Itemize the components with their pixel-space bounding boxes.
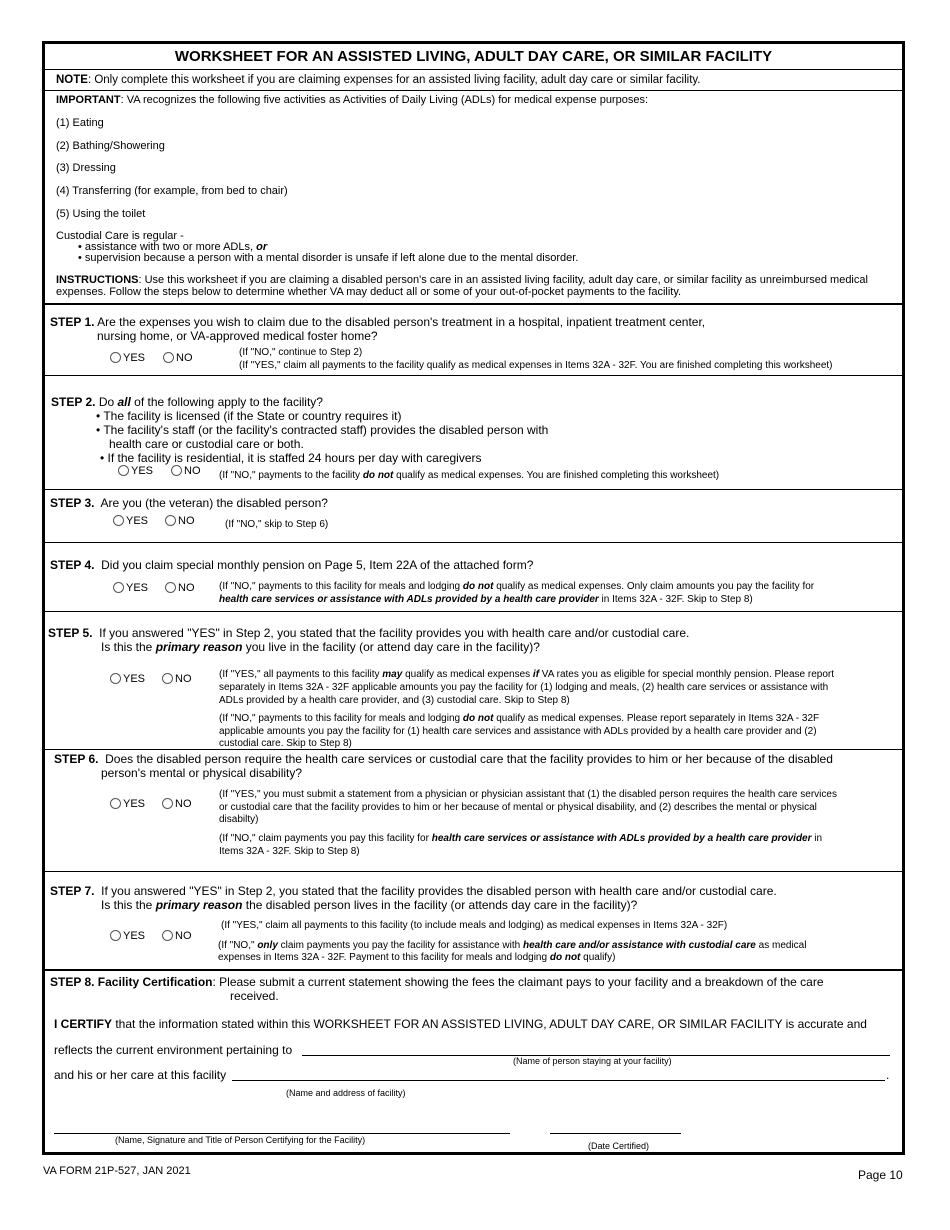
step3-question: STEP 3. Are you (the veteran) the disabled person? xyxy=(50,496,328,510)
adl-item: (2) Bathing/Showering xyxy=(56,140,165,152)
step2-question: STEP 2. Do all of the following apply to the facility? xyxy=(51,395,323,409)
facility-name-field[interactable] xyxy=(232,1080,885,1081)
divider xyxy=(45,90,902,91)
step2-bullet: • The facility's staff (or the facility's contracted staff) provides the disabled person with xyxy=(96,423,549,437)
step5-yes-note-cont: ADLs provided by a health care provider, and (3) custodial care. Skip to Step 8) xyxy=(219,695,570,706)
radio-circle-icon xyxy=(110,930,121,941)
step5-yes-note: (If "YES," all payments to this facility may qualify as medical expenses if VA rates you as eligible for special monthly pension. Please report xyxy=(219,669,835,680)
step5-yes-radio[interactable]: YES xyxy=(110,673,145,685)
step6-question-cont: person's mental or physical disability? xyxy=(101,766,303,780)
step1-question: STEP 1. Are the expenses you wish to claim due to the disabled person's treatment in a hospital, inpatient treatment center, xyxy=(50,315,706,329)
adl-item: (5) Using the toilet xyxy=(56,208,146,220)
date-field[interactable] xyxy=(550,1133,681,1134)
divider xyxy=(45,542,902,543)
radio-circle-icon xyxy=(165,515,176,526)
divider xyxy=(45,611,902,612)
divider xyxy=(45,375,902,376)
radio-circle-icon xyxy=(110,673,121,684)
step6-question: STEP 6. Does the disabled person require the health care services or custodial care that the facility provides to him or her because of the disabled xyxy=(54,752,833,766)
step6-yes-radio[interactable]: YES xyxy=(110,798,145,810)
radio-circle-icon xyxy=(110,352,121,363)
step1-no-note: (If "NO," continue to Step 2) xyxy=(239,347,363,358)
step6-no-radio[interactable]: NO xyxy=(162,798,192,810)
step1-no-radio[interactable]: NO xyxy=(163,352,193,364)
step2-bullet: • If the facility is residential, it is staffed 24 hours per day with caregivers xyxy=(100,451,482,465)
step5-no-note-cont: custodial care. Skip to Step 8) xyxy=(219,738,352,749)
step5-question: STEP 5. If you answered "YES" in Step 2, you stated that the facility provides you with health care and/or custodial care. xyxy=(48,626,690,640)
custodial-bullet: • assistance with two or more ADLs, or xyxy=(78,241,268,253)
step7-no-note: (If "NO," only claim payments you pay the facility for assistance with health care and/or assistance with custodial care as medical xyxy=(218,940,807,951)
divider xyxy=(45,303,902,305)
step2-yes-radio[interactable]: YES xyxy=(118,465,153,477)
radio-circle-icon xyxy=(110,798,121,809)
step6-yes-note-cont: disabilty) xyxy=(219,814,259,825)
divider xyxy=(45,871,902,872)
step4-yes-radio[interactable]: YES xyxy=(113,582,148,594)
step3-yes-radio[interactable]: YES xyxy=(113,515,148,527)
step8-text: STEP 8. Facility Certification: Please submit a current statement showing the fees the claimant pays to your facility and a breakdown of the care xyxy=(50,975,824,989)
radio-circle-icon xyxy=(113,515,124,526)
step5-no-radio[interactable]: NO xyxy=(162,673,192,685)
custodial-intro: Custodial Care is regular - xyxy=(56,230,184,242)
step1-yes-note: (If "YES," claim all payments to the facility qualify as medical expenses in Items 32A - 32F. You are finished completing this worksheet) xyxy=(239,360,833,371)
certify-reflects: reflects the current environment pertaining to xyxy=(54,1043,293,1057)
date-caption: (Date Certified) xyxy=(588,1141,650,1151)
step6-no-note: (If "NO," claim payments you pay this facility for health care services or assistance with ADLs provided by a health care provider in xyxy=(219,833,823,844)
radio-circle-icon xyxy=(171,465,182,476)
step4-no-radio[interactable]: NO xyxy=(165,582,195,594)
step6-yes-note: (If "YES," you must submit a statement from a physician or physician assistant that (1) the disabled person requires the health care services xyxy=(219,789,837,800)
step5-yes-note-cont: separately in Items 32A - 32F applicable amounts you pay the facility for (1) lodging and meals, (2) health care services or assistance with xyxy=(219,682,829,693)
adl-item: (3) Dressing xyxy=(56,162,116,174)
step2-no-note: (If "NO," payments to the facility do not qualify as medical expenses. You are finished completing this worksheet) xyxy=(219,470,720,481)
custodial-bullet: • supervision because a person with a mental disorder is unsafe if left alone due to the mental disorder. xyxy=(78,252,579,264)
step7-no-radio[interactable]: NO xyxy=(162,930,192,942)
step6-no-note-cont: Items 32A - 32F. Skip to Step 8) xyxy=(219,846,360,857)
signature-field[interactable] xyxy=(54,1133,510,1134)
step3-no-note: (If "NO," skip to Step 6) xyxy=(225,519,329,530)
important-line: IMPORTANT: VA recognizes the following five activities as Activities of Daily Living (ADLs) for medical expense purposes: xyxy=(56,94,649,106)
certify-text: I CERTIFY that the information stated within this WORKSHEET FOR AN ASSISTED LIVING, ADULT DAY CARE, OR SIMILAR FACILITY is accurate and xyxy=(54,1017,867,1031)
radio-circle-icon xyxy=(113,582,124,593)
step1-question-cont: nursing home, or VA-approved medical foster home? xyxy=(97,329,378,343)
adl-item: (1) Eating xyxy=(56,117,104,129)
step7-yes-radio[interactable]: YES xyxy=(110,930,145,942)
divider xyxy=(45,489,902,490)
worksheet-frame xyxy=(42,41,905,1155)
person-caption: (Name of person staying at your facility) xyxy=(513,1056,672,1066)
step4-question: STEP 4. Did you claim special monthly pension on Page 5, Item 22A of the attached form? xyxy=(50,558,534,572)
page-number: Page 10 xyxy=(858,1168,903,1182)
step8-text-cont: received. xyxy=(230,989,279,1003)
divider xyxy=(45,749,902,750)
radio-circle-icon xyxy=(162,673,173,684)
step5-no-note-cont: applicable amounts you pay the facility for (1) health care services and assistance with ADLs provided by a health care provider and (2) xyxy=(219,726,817,737)
step1-yes-radio[interactable]: YES xyxy=(110,352,145,364)
step6-yes-note-cont: or custodial care that the facility provides to him or her because of mental or physical disability, and (2) describes the mental or physical xyxy=(219,802,817,813)
step2-no-radio[interactable]: NO xyxy=(171,465,201,477)
step3-no-radio[interactable]: NO xyxy=(165,515,195,527)
worksheet-title: WORKSHEET FOR AN ASSISTED LIVING, ADULT DAY CARE, OR SIMILAR FACILITY xyxy=(174,48,773,65)
step7-no-note-cont: expenses in Items 32A - 32F. Payment to this facility for meals and lodging do not qualify) xyxy=(218,952,616,963)
form-number: VA FORM 21P-527, JAN 2021 xyxy=(43,1165,191,1177)
facility-caption: (Name and address of facility) xyxy=(286,1088,406,1098)
radio-circle-icon xyxy=(165,582,176,593)
step2-bullet: • The facility is licensed (if the State or country requires it) xyxy=(96,409,402,423)
step5-no-note: (If "NO," payments to this facility for meals and lodging do not qualify as medical expenses. Please report separately in Items 32A - 32F xyxy=(219,713,820,724)
step4-no-note: (If "NO," payments to this facility for meals and lodging do not qualify as medical expenses. Only claim amounts you pay the facility for xyxy=(219,581,815,592)
period: . xyxy=(886,1068,890,1082)
adl-item: (4) Transferring (for example, from bed to chair) xyxy=(56,185,288,197)
radio-circle-icon xyxy=(118,465,129,476)
divider xyxy=(45,69,902,70)
step4-no-note-cont: health care services or assistance with ADLs provided by a health care provider in Items 32A - 32F. Skip to Step 8) xyxy=(219,594,753,605)
radio-circle-icon xyxy=(162,798,173,809)
step5-question-cont: Is this the primary reason you live in the facility (or attend day care in the facility)? xyxy=(101,640,540,654)
step7-question: STEP 7. If you answered "YES" in Step 2, you stated that the facility provides the disabled person with health care and/or custodial care. xyxy=(50,884,777,898)
signature-caption: (Name, Signature and Title of Person Certifying for the Facility) xyxy=(115,1135,366,1145)
step7-yes-note: (If "YES," claim all payments to this facility (to include meals and lodging) as medical expenses in Items 32A - 32F) xyxy=(221,920,728,931)
step7-question-cont: Is this the primary reason the disabled person lives in the facility (or attends day care in the facility)? xyxy=(101,898,638,912)
step2-bullet-cont: health care or custodial care or both. xyxy=(109,437,304,451)
certify-care: and his or her care at this facility xyxy=(54,1068,227,1082)
instructions-text: INSTRUCTIONS: Use this worksheet if you are claiming a disabled person's care in an assisted living facility, adult day care, or similar facility as unreimbursed medical expenses. Follow the steps below to determine whether VA may deduct all or some of your out-of-pocket payments to the facility. xyxy=(56,274,868,298)
divider xyxy=(45,969,902,971)
note-line: NOTE: Only complete this worksheet if you are claiming expenses for an assisted living facility, adult day care or similar facility. xyxy=(56,74,701,86)
radio-circle-icon xyxy=(163,352,174,363)
radio-circle-icon xyxy=(162,930,173,941)
